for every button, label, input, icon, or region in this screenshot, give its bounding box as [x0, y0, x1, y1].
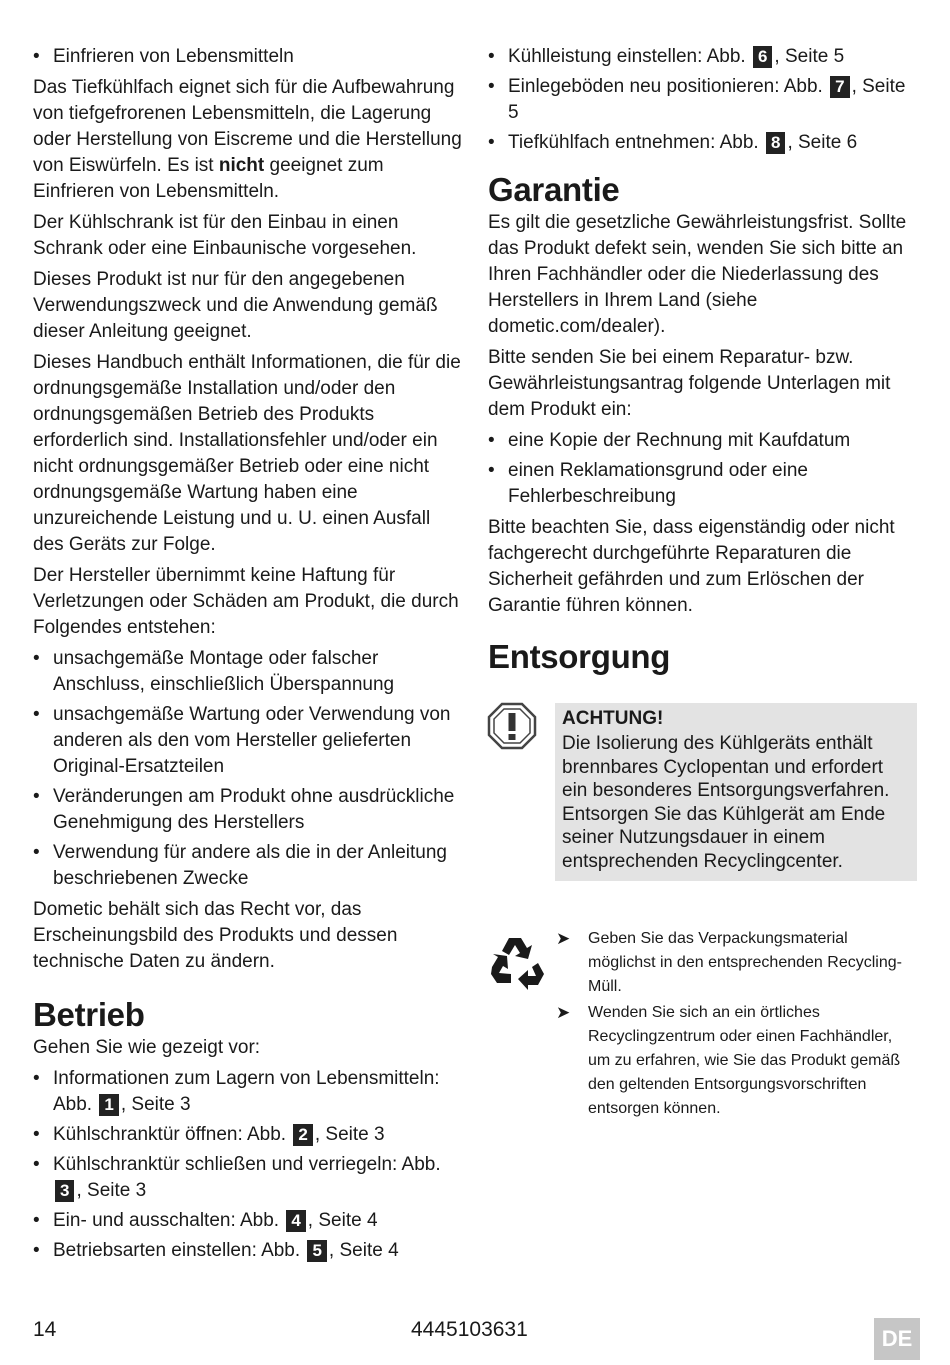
list-item: [33, 1122, 465, 1148]
garantie-note-paragraph: Bitte beachten Sie, dass eigenständig oder nicht fachgerecht durchgeführte Reparaturen die Sicherheit gefährden und zum Erlöschen der Garantie führen können.: [488, 517, 895, 616]
dometic-rights-paragraph: Dometic behält sich das Recht vor, das Erscheinungsbild des Produkts und dessen technische Daten zu ändern.: [33, 899, 398, 972]
list-item: [33, 1066, 465, 1118]
recycle-icon: [487, 934, 547, 994]
garantie-documents-paragraph: Bitte senden Sie bei einem Reparatur- bzw. Gewährleistungsantrag folgende Unterlagen mit dem Produkt ein:: [488, 347, 891, 420]
page-ref: , Seite 5: [774, 46, 845, 67]
freezer-paragraph: [33, 75, 465, 205]
list-item: [33, 1152, 465, 1204]
item-text: Tiefkühlfach entnehmen: Abb.: [508, 132, 759, 153]
page-number: 14: [33, 1318, 57, 1341]
list-item: • Verwendung für andere als die in der Anleitung beschriebenen Zwecke: [33, 840, 465, 892]
list-item: [488, 74, 918, 126]
warning-title: ACHTUNG!: [562, 708, 664, 729]
warning-exclamation-icon: [487, 702, 537, 750]
page-ref: , Seite 5: [508, 76, 906, 123]
page-ref: , Seite 4: [328, 1240, 399, 1261]
warning-text: [562, 708, 912, 873]
figure-number-badge: 5: [307, 1240, 326, 1262]
figure-number-badge: 4: [286, 1210, 305, 1232]
liability-list: [33, 646, 465, 892]
list-item: [33, 1208, 465, 1234]
list-item: • einen Reklamationsgrund oder eine Fehlerbeschreibung: [488, 458, 918, 510]
intro-list: [33, 44, 465, 70]
betrieb-heading: Betrieb: [33, 996, 145, 1033]
instruction-text: Wenden Sie sich an ein örtliches Recyclingzentrum oder einen Fachhändler, um zu erfahren, wie Sie das Produkt gemäß den geltenden Entsorgungsvorschriften entsorgen können.: [588, 1004, 901, 1117]
list-item: • unsachgemäße Montage oder falscher Anschluss, einschließlich Überspannung: [33, 646, 465, 698]
item-text: Informationen zum Lagern von Lebensmitteln: Abb.: [53, 1068, 440, 1115]
language-badge: DE: [874, 1318, 920, 1360]
figure-number-badge: 6: [753, 46, 772, 68]
garantie-heading: Garantie: [488, 171, 620, 208]
warning-body: Die Isolierung des Kühlgeräts enthält brennbares Cyclopentan und erfordert ein besonderes Entsorgungsverfahren. Entsorgen Sie das Kühlgerät am Ende seiner Nutzungsdauer in einem entsprechenden Recyclingcenter.: [562, 733, 890, 872]
item-text: Kühlschranktür schließen und verriegeln: Abb.: [53, 1154, 441, 1175]
page-ref: , Seite 3: [314, 1124, 385, 1145]
list-item: • unsachgemäße Wartung oder Verwendung von anderen als den vom Hersteller gelieferten Original-Ersatzteilen: [33, 702, 465, 780]
garantie-list: [488, 428, 918, 510]
text-span: Das Tiefkühlfach eignet sich für die Aufbewahrung von tiefgefrorenen Lebensmitteln, die Lagerung oder Herstellung von Eiscreme und die Herstellung von Eiswürfeln. Es ist: [33, 77, 462, 176]
figure-number-badge: 3: [55, 1180, 74, 1202]
page-ref: , Seite 6: [787, 132, 858, 153]
figure-number-badge: 7: [830, 76, 849, 98]
betrieb-intro: Gehen Sie wie gezeigt vor:: [33, 1037, 261, 1058]
figure-number-badge: 8: [766, 132, 785, 154]
item-text: Ein- und ausschalten: Abb.: [53, 1210, 280, 1231]
list-item: • Einfrieren von Lebensmitteln: [33, 44, 465, 70]
installation-paragraph: Der Kühlschrank ist für den Einbau in einen Schrank oder eine Einbaunische vorgesehen.: [33, 212, 417, 259]
right-column: [488, 44, 918, 677]
document-code: 4445103631: [411, 1318, 528, 1341]
list-item: [33, 1238, 465, 1264]
instruction-text: Geben Sie das Verpackungsmaterial möglichst in den entsprechenden Recycling-Müll.: [588, 930, 902, 995]
page-ref: , Seite 3: [120, 1094, 191, 1115]
left-column: [33, 44, 465, 1269]
instruction-item: [556, 927, 916, 999]
list-item: [488, 130, 918, 156]
entsorgung-heading: Entsorgung: [488, 638, 671, 675]
page-ref: , Seite 4: [307, 1210, 378, 1231]
betrieb-list: [33, 1066, 465, 1264]
emphasis-text: nicht: [218, 155, 265, 176]
page-ref: , Seite 3: [76, 1180, 147, 1201]
list-item: • Veränderungen am Produkt ohne ausdrückliche Genehmigung des Herstellers: [33, 784, 465, 836]
item-text: Kühlleistung einstellen: Abb.: [508, 46, 746, 67]
figure-number-badge: 1: [99, 1094, 118, 1116]
arrow-bullet-icon: ➤: [556, 1003, 571, 1022]
list-item: • eine Kopie der Rechnung mit Kaufdatum: [488, 428, 918, 454]
usage-paragraph: Dieses Produkt ist nur für den angegebenen Verwendungszweck und die Anwendung gemäß dieser Anleitung geeignet.: [33, 269, 438, 342]
disposal-instructions: [556, 927, 916, 1123]
manual-paragraph: Dieses Handbuch enthält Informationen, die für die ordnungsgemäße Installation und/oder den ordnungsgemäßen Betrieb des Produkts erforderlich sind. Installationsfehler und/oder ein nicht ordnungsgemäßer Betrieb oder eine nicht ordnungsgemäße Wartung haben eine unzureichende Leistung und u. U. einen Ausfall des Geräts zur Folge.: [33, 352, 461, 555]
garantie-paragraph: Es gilt die gesetzliche Gewährleistungsfrist. Sollte das Produkt defekt sein, wenden Sie sich bitte an Ihren Fachhändler oder die Niederlassung des Herstellers in Ihrem Land (siehe dometic.com/dealer).: [488, 212, 907, 337]
list-item: [488, 44, 918, 70]
item-text: Betriebsarten einstellen: Abb.: [53, 1240, 301, 1261]
figure-number-badge: 2: [293, 1124, 312, 1146]
item-text: Kühlschranktür öffnen: Abb.: [53, 1124, 287, 1145]
text-span: geeignet zum Einfrieren von Lebensmitteln.: [33, 155, 384, 202]
liability-paragraph: Der Hersteller übernimmt keine Haftung für Verletzungen oder Schäden am Produkt, die durch Folgendes entstehen:: [33, 565, 459, 638]
item-text: Einlegeböden neu positionieren: Abb.: [508, 76, 823, 97]
instruction-item: [556, 1001, 916, 1121]
arrow-bullet-icon: ➤: [556, 929, 571, 948]
betrieb-list-continued: [488, 44, 918, 156]
